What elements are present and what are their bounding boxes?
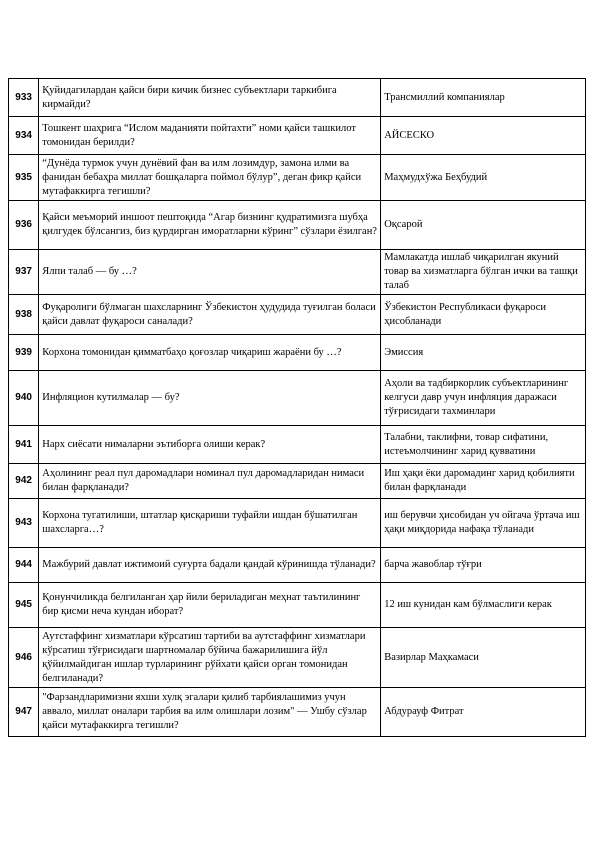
row-number: 933 [9,79,39,117]
row-number: 938 [9,295,39,335]
question-cell: “Дунёда турмок учун дунёвий фан ва илм лозимдур, замона илми ва фанидан бебаҳра миллат бошқаларга поймол бўлур”, деган фикр қайси мутафаккирга тегишли? [39,155,381,201]
question-cell: Корхона томонидан қимматбаҳо қоғозлар чиқариш жараёни бу …? [39,335,381,371]
row-number: 944 [9,548,39,583]
answer-cell: Иш ҳақи ёки даромадинг харид қобилияти билан фарқланади [381,464,586,499]
row-number: 934 [9,117,39,155]
answer-cell: Эмиссия [381,335,586,371]
question-cell: Нарх сиёсати нималарни эътиборга олиши керак? [39,426,381,464]
question-cell: Корхона тугатилиши, штатлар қисқариши туфайли ишдан бўшатилган шахсларга…? [39,499,381,548]
answer-cell: Ўзбекистон Республикаси фуқароси ҳисобланади [381,295,586,335]
table-row [9,548,586,583]
table-row [9,464,586,499]
answer-cell: 12 иш кунидан кам бўлмаслиги керак [381,583,586,628]
row-number: 942 [9,464,39,499]
answer-cell: Талабни, таклифни, товар сифатини, истеъмолчининг харид қувватини [381,426,586,464]
table-row [9,499,586,548]
answer-cell: Мамлакатда ишлаб чиқарилган якуний товар ва хизматларга бўлган ички ва ташқи талаб [381,250,586,295]
question-cell: "Фарзандларимизни яхши хулқ эгалари қилиб тарбиялашимиз учун аввало, миллат оналари тарбия ва илм олишлари лозим" — Ушбу сўзлар қайси мутафаккирга тегишли? [39,688,381,737]
row-number: 940 [9,371,39,426]
table-row [9,250,586,295]
table-row [9,628,586,688]
answer-cell: АЙСЕСКО [381,117,586,155]
answer-cell: Аҳоли ва тадбиркорлик субъектларининг келгуси давр учун инфляция даражаси тўғрисидаги тахминлари [381,371,586,426]
page [8,78,586,737]
question-answer-table [8,78,586,737]
question-cell: Қонунчиликда белгиланган ҳар йили бериладиган меҳнат таътилининг бир қисми неча кундан иборат? [39,583,381,628]
table-row [9,79,586,117]
answer-cell: Трансмиллий компаниялар [381,79,586,117]
row-number: 941 [9,426,39,464]
table-row [9,688,586,737]
answer-cell: Абдурауф Фитрат [381,688,586,737]
table-row [9,371,586,426]
question-cell: Инфляцион кутилмалар — бу? [39,371,381,426]
table-row [9,201,586,250]
question-cell: Мажбурий давлат ижтимоий суғурта бадали қандай кўринишда тўланади? [39,548,381,583]
question-cell: Қайси меъморий иншоот пештоқида “Агар бизнинг қудратимизга шубҳа қилгудек бўлсангиз, биз қурдирган иморатларни кўринг” сўзлари ёзилган? [39,201,381,250]
table-row [9,583,586,628]
table-row [9,155,586,201]
answer-cell: барча жавоблар тўғри [381,548,586,583]
row-number: 936 [9,201,39,250]
question-cell: Қуйидагилардан қайси бири кичик бизнес субъектлари таркибига кирмайди? [39,79,381,117]
question-cell: Фуқаролиги бўлмаган шахсларнинг Ўзбекистон ҳудудида туғилган боласи қайси давлат фуқароси саналади? [39,295,381,335]
row-number: 937 [9,250,39,295]
answer-cell: иш берувчи ҳисобидан уч ойгача ўртача иш ҳақи миқдорида нафақа тўланади [381,499,586,548]
table-row [9,335,586,371]
row-number: 947 [9,688,39,737]
table-row [9,117,586,155]
row-number: 945 [9,583,39,628]
table-row [9,426,586,464]
question-cell: Тошкент шаҳрига “Ислом маданияти пойтахти” номи қайси ташкилот томонидан берилди? [39,117,381,155]
row-number: 943 [9,499,39,548]
question-cell: Ялпи талаб — бу …? [39,250,381,295]
row-number: 939 [9,335,39,371]
table-row [9,295,586,335]
answer-cell: Маҳмудхўжа Беҳбудий [381,155,586,201]
row-number: 946 [9,628,39,688]
row-number: 935 [9,155,39,201]
answer-cell: Оқсарой [381,201,586,250]
question-cell: Аутстаффинг хизматлари кўрсатиш тартиби ва аутстаффинг хизматлари кўрсатиш тўғрисидаги шартномалар бўйича бажарилишига йўл қўйилмайдиган ишлар турларининг рўйхати қайси орган томонидан белгиланади? [39,628,381,688]
answer-cell: Вазирлар Маҳкамаси [381,628,586,688]
question-cell: Аҳолининг реал пул даромадлари номинал пул даромадларидан нимаси билан фарқланади? [39,464,381,499]
